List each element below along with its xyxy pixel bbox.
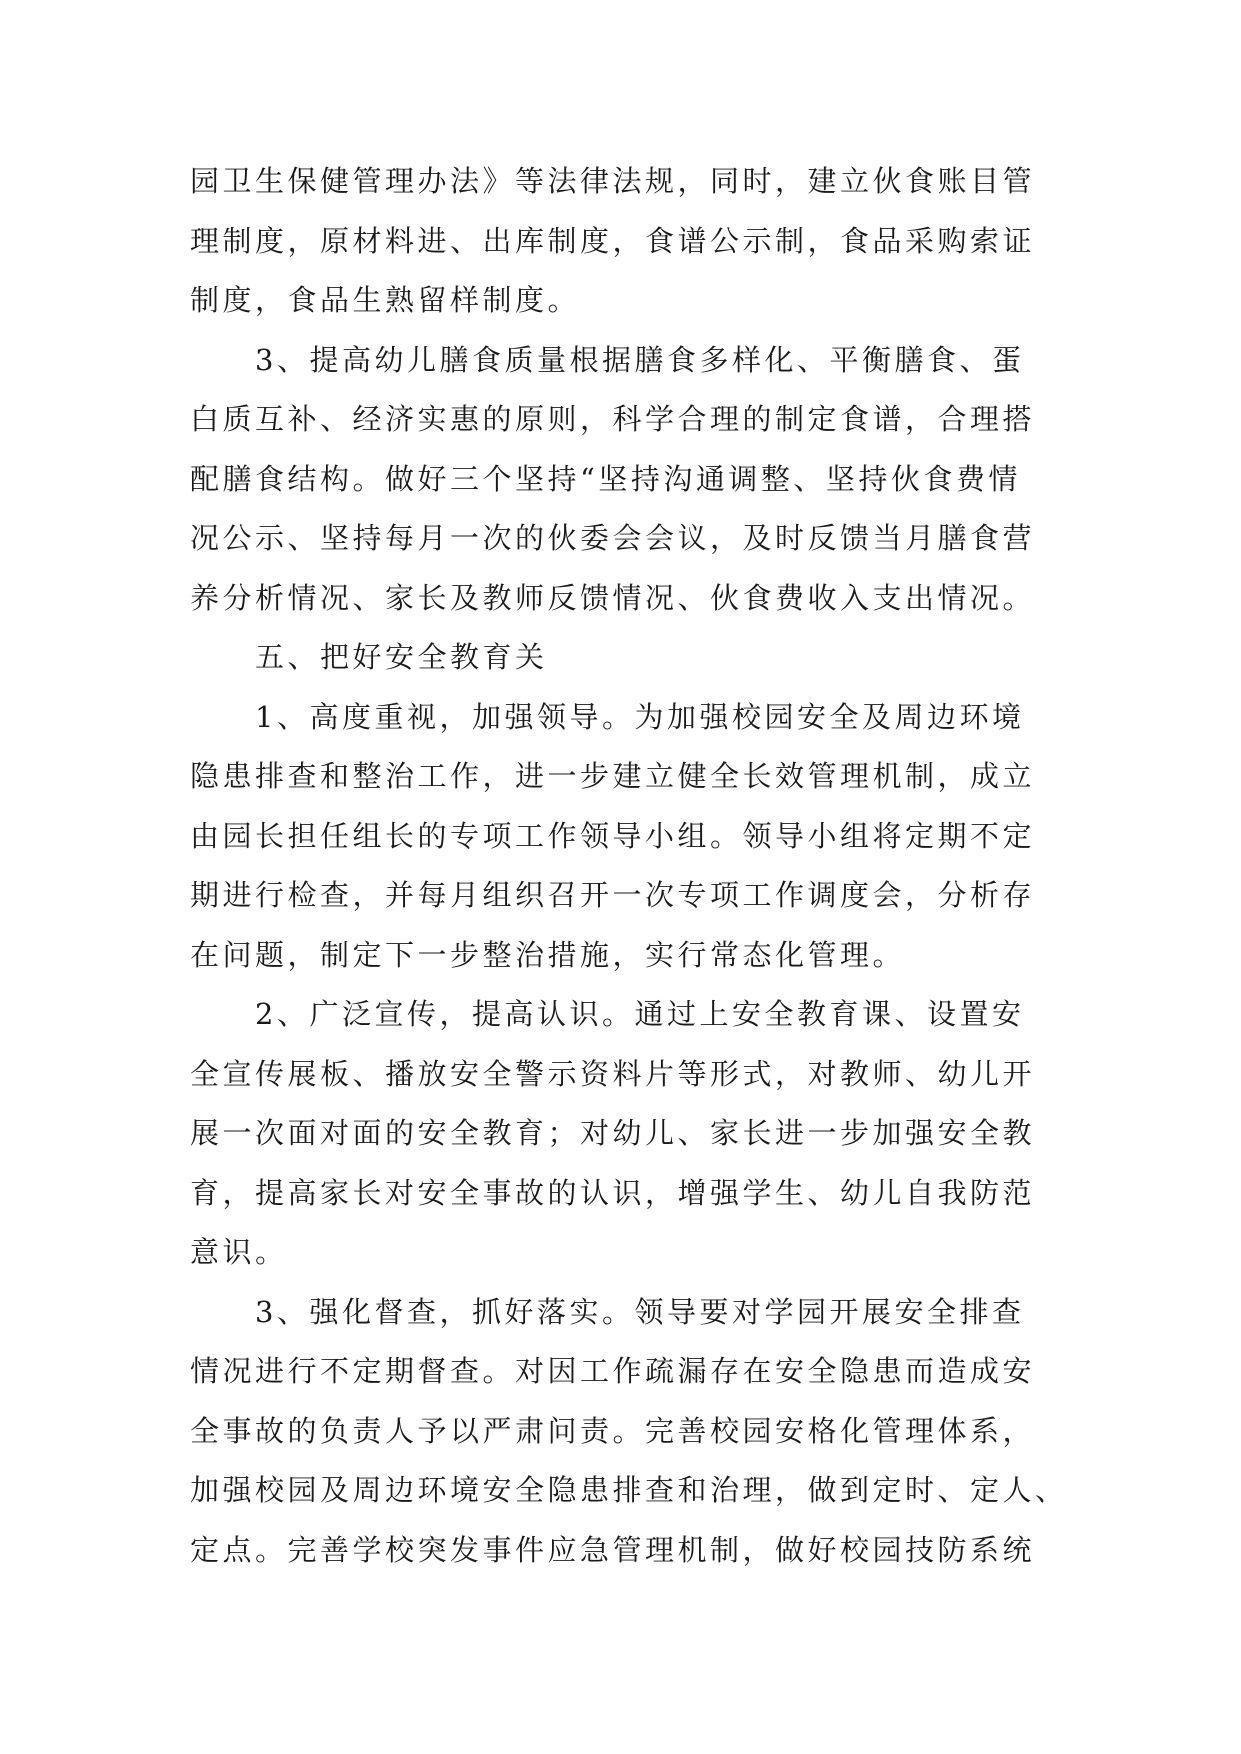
text-line: 园卫生保健管理办法》等法律法规，同时，建立伙食账目管 [190,164,1036,198]
text-line: 展一次面对面的安全教育；对幼儿、家长进一步加强安全教 [190,1116,1036,1150]
text-line: 养分析情况、家长及教师反馈情况、伙食费收入支出情况。 [190,580,1036,615]
section-heading: 五、把好安全教育关 [190,640,548,674]
text-line: 由园长担任组长的专项工作领导小组。领导小组将定期不定 [190,818,1036,853]
text-line: 全宣传展板、播放安全警示资料片等形式，对教师、幼儿开 [190,1056,1036,1091]
text-line: 育，提高家长对安全事故的认识，增强学生、幼儿自我防范 [190,1175,1036,1210]
text-line: 全事故的负责人予以严肃问责。完善校园安格化管理体系， [190,1413,1036,1448]
text-line: 3、强化督查，抓好落实。领导要对学园开展安全排查 [190,1294,1025,1329]
text-line: 2、广泛宣传，提高认识。通过上安全教育课、设置安 [190,997,1025,1031]
body-text [190,152,1070,1580]
text-line: 加强校园及周边环境安全隐患排查和治理，做到定时、定人、 [190,1473,1068,1507]
text-line: 定点。完善学校突发事件应急管理机制，做好校园技防系统 [190,1532,1036,1567]
text-line: 在问题，制定下一步整治措施，实行常态化管理。 [190,937,906,972]
text-line: 意识。 [190,1235,288,1269]
text-line: 3、提高幼儿膳食质量根据膳食多样化、平衡膳食、蛋 [190,342,1025,377]
text-line: 期进行检查，并每月组织召开一次专项工作调度会，分析存 [190,878,1036,912]
text-line: 配膳食结构。做好三个坚持“坚持沟通调整、坚持伙食费情 [190,461,1021,496]
text-line: 隐患排查和整治工作，进一步建立健全长效管理机制，成立 [190,759,1036,793]
text-line: 白质互补、经济实惠的原则，科学合理的制定食谱，合理搭 [190,402,1036,436]
text-line: 况公示、坚持每月一次的伙委会会议，及时反馈当月膳食营 [190,521,1036,555]
text-line: 情况进行不定期督查。对因工作疏漏存在安全隐患而造成安 [190,1354,1036,1388]
text-line: 1、高度重视，加强领导。为加强校园安全及周边环境 [190,699,1025,734]
text-line: 理制度，原材料进、出库制度，食谱公示制，食品采购索证 [190,223,1036,258]
text-line: 制度，食品生熟留样制度。 [190,283,581,317]
